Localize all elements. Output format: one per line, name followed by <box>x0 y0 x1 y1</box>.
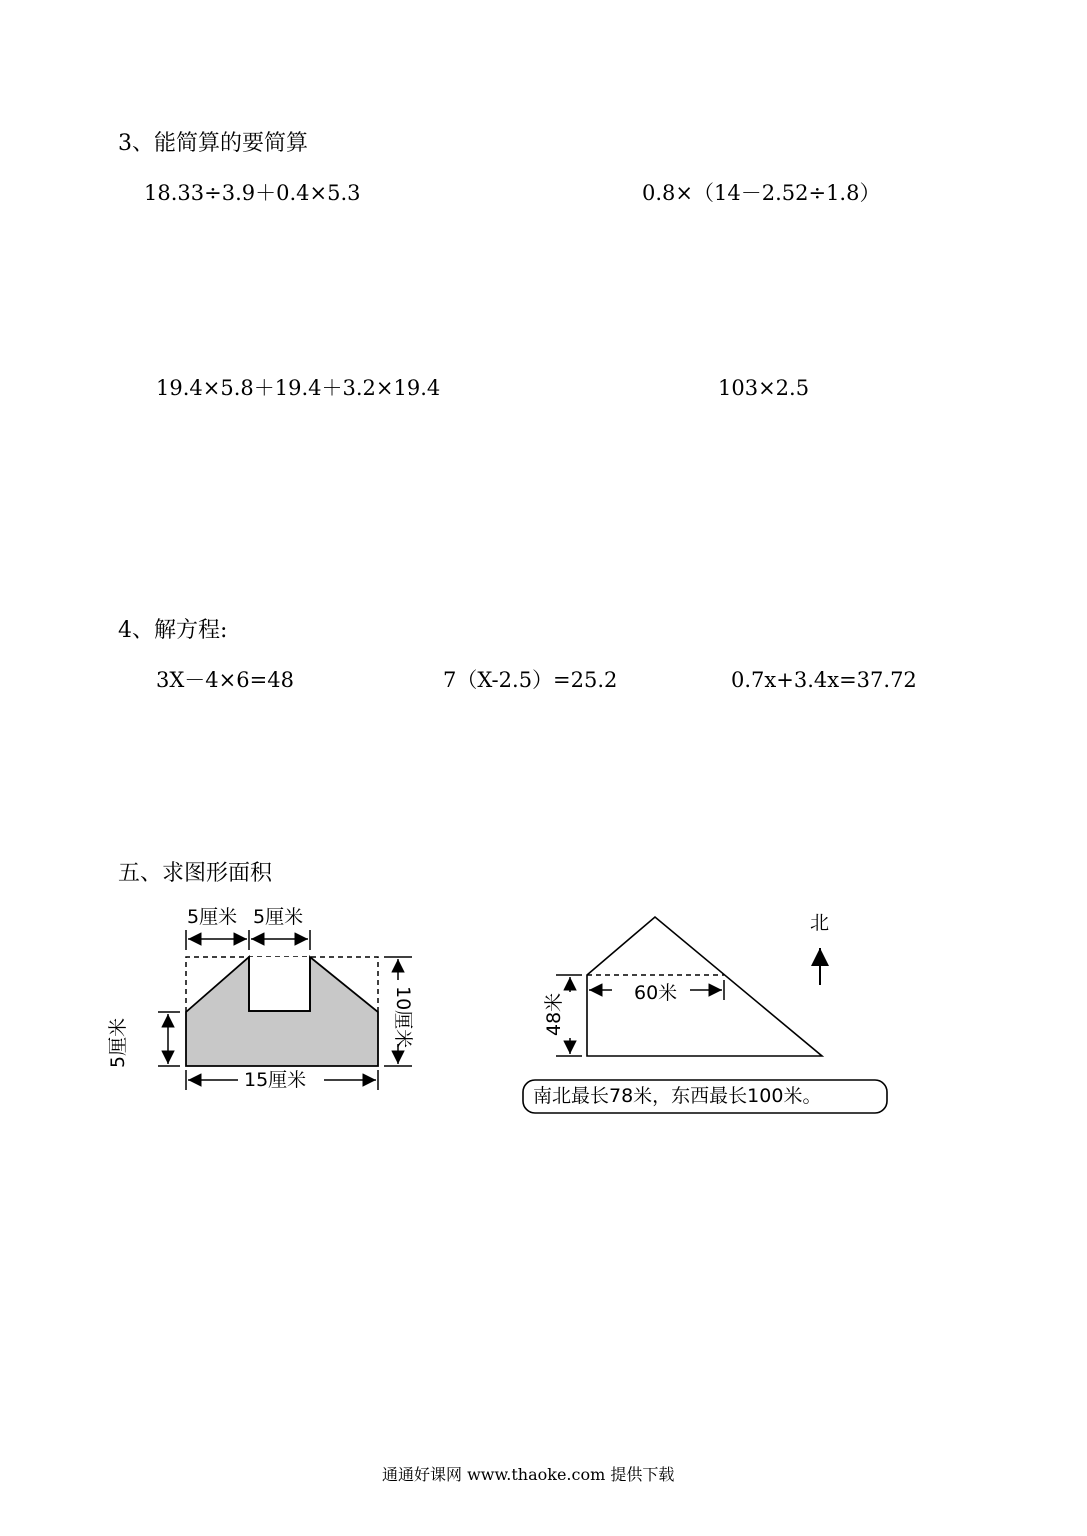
figure2-label-height: 48米 <box>543 992 565 1036</box>
figure1-label-right: 10厘米 <box>392 986 414 1049</box>
figure1-label-top-right: 5厘米 <box>253 906 304 928</box>
equation-3: 0.7x+3.4x=37.72 <box>731 668 917 692</box>
figure1-label-bottom: 15厘米 <box>244 1069 307 1091</box>
figure2-label-width: 60米 <box>634 982 678 1004</box>
section5-heading: 五、求图形面积 <box>118 861 273 886</box>
section4-heading: 4、解方程: <box>118 618 228 643</box>
section3-heading: 3、能简算的要简算 <box>118 131 308 156</box>
north-label: 北 <box>810 912 830 934</box>
problem-4: 103×2.5 <box>718 376 810 400</box>
problem-3: 19.4×5.8＋19.4＋3.2×19.4 <box>156 376 441 400</box>
equation-2: 7（X-2.5）=25.2 <box>443 668 618 692</box>
problem-1: 18.33÷3.9＋0.4×5.3 <box>144 181 361 205</box>
figure1-label-left: 5厘米 <box>107 1017 129 1068</box>
equation-1: 3X－4×6=48 <box>156 668 294 692</box>
figure1-label-top-left: 5厘米 <box>187 906 238 928</box>
figure2-outline <box>587 917 822 1056</box>
page-footer: 通通好课网 www.thaoke.com 提供下载 <box>382 1465 675 1484</box>
problem-2: 0.8×（14－2.52÷1.8） <box>642 181 881 205</box>
figure2-note: 南北最长78米，东西最长100米。 <box>533 1085 822 1107</box>
